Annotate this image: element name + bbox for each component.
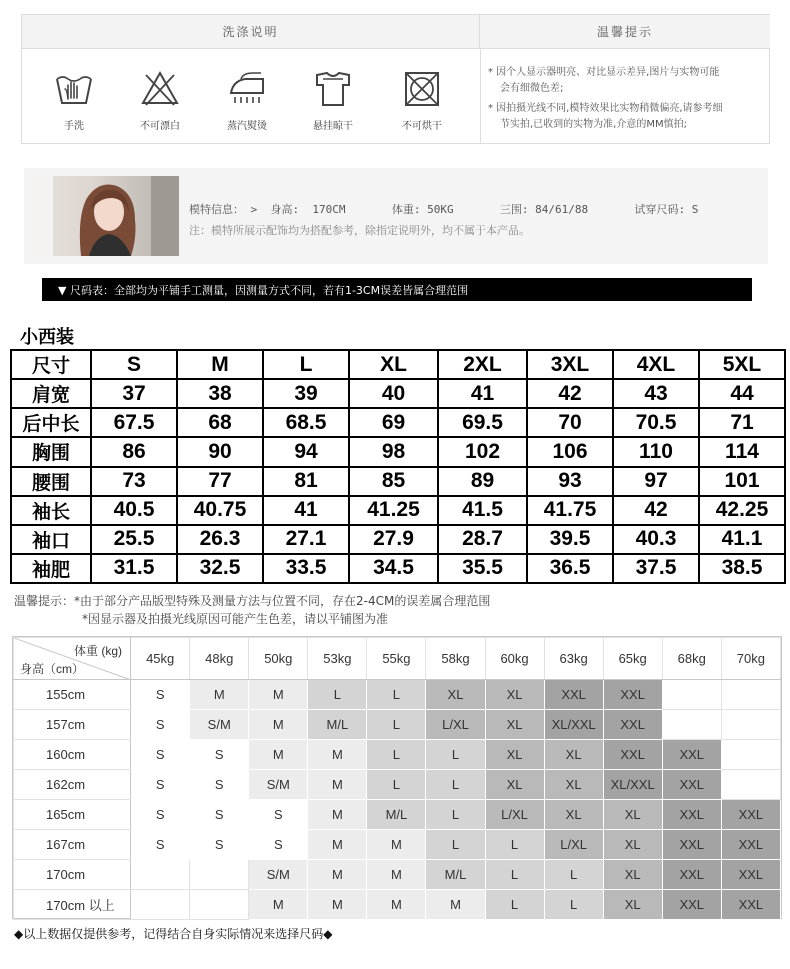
- weight-column-header: 65kg: [603, 638, 662, 680]
- care-divider: [480, 49, 481, 144]
- care-instructions-panel: [21, 14, 770, 144]
- recommended-size-cell: L: [485, 860, 544, 890]
- recommended-size-cell: S: [249, 830, 308, 860]
- warm-tip-line: *因显示器及拍摄光线原因可能产生色差，请以平铺图为准: [82, 612, 389, 626]
- tip-line: 会有细微色差;: [500, 83, 564, 94]
- size-cell: 28.7: [438, 525, 527, 554]
- size-cell: 68.5: [263, 408, 349, 437]
- weight-column-header: 68kg: [662, 638, 721, 680]
- size-row-label: 袖长: [11, 496, 91, 525]
- height-axis-label: 身高（cm）: [20, 662, 84, 676]
- recommended-size-cell: XXL: [544, 680, 603, 710]
- size-cell: 67.5: [91, 408, 177, 437]
- height-row: [14, 740, 781, 770]
- size-cell: 39.5: [527, 525, 613, 554]
- hang-dry-icon: [313, 69, 353, 109]
- recommended-size-cell: S/M: [190, 710, 249, 740]
- recommended-size-cell: XL/XXL: [544, 710, 603, 740]
- recommended-size-cell: L: [367, 680, 426, 710]
- recommended-size-cell: [131, 890, 190, 920]
- recommended-size-cell: M: [308, 860, 367, 890]
- weight-column-header: 63kg: [544, 638, 603, 680]
- size-row-label: 肩宽: [11, 379, 91, 408]
- recommended-size-cell: M: [249, 680, 308, 710]
- size-row-label: 袖口: [11, 525, 91, 554]
- recommended-size-cell: XL: [426, 680, 485, 710]
- size-cell: 42: [613, 496, 699, 525]
- size-cell: 41.75: [527, 496, 613, 525]
- size-cell: S: [91, 350, 177, 379]
- hand-wash-label: 手洗: [64, 121, 84, 132]
- recommended-size-cell: XL: [603, 800, 662, 830]
- size-row-label: 胸围: [11, 437, 91, 466]
- size-cell: 25.5: [91, 525, 177, 554]
- recommended-size-cell: L/XL: [544, 830, 603, 860]
- recommended-size-cell: L/XL: [485, 800, 544, 830]
- recommended-size-cell: [662, 680, 721, 710]
- weight-column-header: 60kg: [485, 638, 544, 680]
- height-row: [14, 710, 781, 740]
- recommended-size-cell: XXL: [721, 800, 780, 830]
- size-cell: 41.25: [349, 496, 438, 525]
- recommended-size-cell: XL: [603, 860, 662, 890]
- recommended-size-cell: XL: [485, 770, 544, 800]
- size-cell: 81: [263, 467, 349, 496]
- recommended-size-cell: M: [190, 680, 249, 710]
- size-table-header: [11, 350, 785, 379]
- height-row: [14, 860, 781, 890]
- recommended-size-cell: M: [367, 830, 426, 860]
- recommended-size-cell: XL: [485, 710, 544, 740]
- corner-header-cell: [14, 638, 131, 680]
- size-cell: 32.5: [177, 554, 263, 583]
- size-cell: 5XL: [699, 350, 785, 379]
- recommended-size-cell: XXL: [662, 800, 721, 830]
- wash-instructions-title: 洗涤说明: [22, 15, 480, 49]
- recommended-size-cell: L: [367, 710, 426, 740]
- recommended-size-cell: M: [367, 860, 426, 890]
- recommended-size-cell: M: [426, 890, 485, 920]
- height-row: [14, 890, 781, 920]
- recommended-size-cell: L: [544, 890, 603, 920]
- size-cell: 35.5: [438, 554, 527, 583]
- size-cell: 93: [527, 467, 613, 496]
- height-row: [14, 830, 781, 860]
- recommended-size-cell: [721, 680, 780, 710]
- size-cell: 114: [699, 437, 785, 466]
- size-cell: 34.5: [349, 554, 438, 583]
- size-cell: 69: [349, 408, 438, 437]
- size-cell: 40.75: [177, 496, 263, 525]
- size-cell: XL: [349, 350, 438, 379]
- recommended-size-cell: M: [367, 890, 426, 920]
- height-row: [14, 800, 781, 830]
- height-row: [14, 680, 781, 710]
- recommended-size-cell: XXL: [662, 890, 721, 920]
- recommended-size-cell: XL: [485, 740, 544, 770]
- recommended-size-cell: S/M: [249, 860, 308, 890]
- recommended-size-cell: XL: [544, 740, 603, 770]
- recommended-size-cell: M: [308, 830, 367, 860]
- recommendation-table: [13, 637, 781, 920]
- weight-column-header: 53kg: [308, 638, 367, 680]
- size-cell: 31.5: [91, 554, 177, 583]
- recommended-size-cell: XL: [603, 830, 662, 860]
- recommended-size-cell: XXL: [662, 830, 721, 860]
- recommended-size-cell: [721, 710, 780, 740]
- recommended-size-cell: M: [249, 740, 308, 770]
- size-cell: 41: [438, 379, 527, 408]
- no-tumble-dry-label: 不可烘干: [402, 121, 442, 132]
- recommended-size-cell: S/M: [249, 770, 308, 800]
- size-cell: 36.5: [527, 554, 613, 583]
- recommended-size-cell: M: [249, 710, 308, 740]
- size-cell: 71: [699, 408, 785, 437]
- hand-wash-icon: [54, 69, 94, 109]
- recommended-size-cell: S: [131, 740, 190, 770]
- recommended-size-cell: L: [367, 770, 426, 800]
- weight-column-header: 45kg: [131, 638, 190, 680]
- weight-column-header: 48kg: [190, 638, 249, 680]
- size-cell: 89: [438, 467, 527, 496]
- size-cell: 37.5: [613, 554, 699, 583]
- weight-column-header: 58kg: [426, 638, 485, 680]
- size-cell: 94: [263, 437, 349, 466]
- steam-iron-label: 蒸汽熨烫: [227, 121, 267, 132]
- height-label: 165cm: [14, 800, 131, 830]
- no-bleach-icon: [140, 69, 180, 109]
- recommended-size-cell: XL: [544, 800, 603, 830]
- height-label: 162cm: [14, 770, 131, 800]
- size-cell: 40.3: [613, 525, 699, 554]
- hang-dry-label: 悬挂晾干: [313, 121, 353, 132]
- model-info-panel: [24, 168, 768, 264]
- weight-column-header: 70kg: [721, 638, 780, 680]
- recommended-size-cell: M: [308, 800, 367, 830]
- recommended-size-cell: L: [308, 680, 367, 710]
- size-cell: 101: [699, 467, 785, 496]
- recommended-size-cell: XXL: [721, 860, 780, 890]
- size-cell: L: [263, 350, 349, 379]
- model-photo: [33, 176, 179, 256]
- size-cell: 68: [177, 408, 263, 437]
- size-cell: 27.9: [349, 525, 438, 554]
- recommended-size-cell: S: [249, 800, 308, 830]
- height-label: 170cm 以上: [14, 890, 131, 920]
- size-table-row: [11, 525, 785, 554]
- recommended-size-cell: [662, 710, 721, 740]
- size-cell: 2XL: [438, 350, 527, 379]
- size-table-row: [11, 437, 785, 466]
- recommended-size-cell: XXL: [721, 890, 780, 920]
- recommended-size-cell: XXL: [603, 740, 662, 770]
- model-measurements: 模特信息： > 身高: 170CM 体重: 50KG 三围: 84/61/88 试穿尺码: S: [189, 203, 699, 216]
- size-chart-banner: ▼ 尺码表：全部均为平铺手工测量，因测量方式不同，若有1-3CM误差皆属合理范围: [42, 278, 752, 301]
- size-table-row: [11, 554, 785, 583]
- weight-axis-label: 体重 (kg): [74, 644, 123, 658]
- height-row: [14, 770, 781, 800]
- height-label: 155cm: [14, 680, 131, 710]
- weight-column-header: 50kg: [249, 638, 308, 680]
- recommended-size-cell: L/XL: [426, 710, 485, 740]
- no-tumble-dry-icon: [402, 69, 442, 109]
- recommended-size-cell: L: [426, 740, 485, 770]
- size-cell: 85: [349, 467, 438, 496]
- size-cell: M: [177, 350, 263, 379]
- size-cell: 106: [527, 437, 613, 466]
- size-cell: 70: [527, 408, 613, 437]
- recommended-size-cell: M: [308, 770, 367, 800]
- size-cell: 40: [349, 379, 438, 408]
- recommended-size-cell: S: [190, 740, 249, 770]
- size-row-label: 腰围: [11, 467, 91, 496]
- recommended-size-cell: S: [190, 770, 249, 800]
- recommended-size-cell: XXL: [603, 680, 662, 710]
- steam-iron-icon: [227, 69, 267, 109]
- recommended-size-cell: XXL: [662, 770, 721, 800]
- recommended-size-cell: S: [131, 830, 190, 860]
- size-cell: 70.5: [613, 408, 699, 437]
- size-cell: 37: [91, 379, 177, 408]
- size-cell: 98: [349, 437, 438, 466]
- recommended-size-cell: XL: [485, 680, 544, 710]
- height-label: 167cm: [14, 830, 131, 860]
- recommended-size-cell: S: [131, 680, 190, 710]
- recommended-size-cell: XL/XXL: [603, 770, 662, 800]
- footer-note: ◆以上数据仅提供参考，记得结合自身实际情况来选择尺码◆: [14, 927, 333, 941]
- size-cell: 97: [613, 467, 699, 496]
- size-row-label: 袖肥: [11, 554, 91, 583]
- recommended-size-cell: [721, 740, 780, 770]
- size-cell: 41.5: [438, 496, 527, 525]
- recommended-size-cell: M/L: [367, 800, 426, 830]
- recommended-size-cell: [131, 860, 190, 890]
- recommended-size-cell: S: [131, 770, 190, 800]
- recommended-size-cell: [721, 770, 780, 800]
- recommended-size-cell: [190, 860, 249, 890]
- recommended-size-cell: XXL: [603, 710, 662, 740]
- tip-line: 节实拍,已收到的实物为准,介意的MM慎拍;: [500, 119, 687, 130]
- size-cell: 42.25: [699, 496, 785, 525]
- recommended-size-cell: L: [485, 830, 544, 860]
- weight-header-row: [14, 638, 781, 680]
- size-cell: 77: [177, 467, 263, 496]
- recommended-size-cell: XXL: [721, 830, 780, 860]
- recommended-size-cell: [190, 890, 249, 920]
- recommended-size-cell: L: [426, 830, 485, 860]
- recommended-size-cell: M: [249, 890, 308, 920]
- size-cell: 4XL: [613, 350, 699, 379]
- size-cell: 38: [177, 379, 263, 408]
- recommended-size-cell: L: [544, 860, 603, 890]
- tip-line: * 因拍摄光线不同,模特效果比实物稍微偏亮,请参考细: [488, 103, 723, 114]
- recommended-size-cell: L: [485, 890, 544, 920]
- recommended-size-cell: L: [426, 800, 485, 830]
- recommended-size-cell: M: [308, 740, 367, 770]
- size-cell: 102: [438, 437, 527, 466]
- size-recommendation-grid: [12, 636, 782, 919]
- size-table-row: [11, 379, 785, 408]
- recommended-size-cell: M/L: [308, 710, 367, 740]
- weight-column-header: 55kg: [367, 638, 426, 680]
- size-table-row: [11, 408, 785, 437]
- size-cell: 43: [613, 379, 699, 408]
- recommended-size-cell: S: [131, 800, 190, 830]
- size-cell: 39: [263, 379, 349, 408]
- recommended-size-cell: S: [190, 830, 249, 860]
- size-cell: 69.5: [438, 408, 527, 437]
- no-bleach-label: 不可漂白: [140, 121, 180, 132]
- size-cell: 27.1: [263, 525, 349, 554]
- height-label: 170cm: [14, 860, 131, 890]
- size-cell: 41.1: [699, 525, 785, 554]
- recommended-size-cell: XL: [603, 890, 662, 920]
- recommended-size-cell: XXL: [662, 860, 721, 890]
- size-cell: 73: [91, 467, 177, 496]
- recommended-size-cell: M: [308, 890, 367, 920]
- size-cell: 110: [613, 437, 699, 466]
- recommended-size-cell: S: [131, 710, 190, 740]
- size-table-row: [11, 467, 785, 496]
- size-cell: 90: [177, 437, 263, 466]
- warm-tip-line: 温馨提示：*由于部分产品版型特殊及测量方法与位置不同，存在2-4CM的误差属合理范围: [14, 594, 491, 608]
- size-cell: 40.5: [91, 496, 177, 525]
- tip-line: * 因个人显示器明亮、对比显示差异,图片与实物可能: [488, 67, 720, 78]
- model-note: 注：模特所展示配饰均为搭配参考，除指定说明外，均不属于本产品。: [189, 224, 530, 237]
- height-label: 157cm: [14, 710, 131, 740]
- size-cell: 42: [527, 379, 613, 408]
- size-cell: 86: [91, 437, 177, 466]
- size-row-label: 后中长: [11, 408, 91, 437]
- recommended-size-cell: M/L: [426, 860, 485, 890]
- size-cell: 3XL: [527, 350, 613, 379]
- size-table: [10, 349, 786, 584]
- size-cell: 44: [699, 379, 785, 408]
- recommended-size-cell: S: [190, 800, 249, 830]
- size-cell: 26.3: [177, 525, 263, 554]
- size-row-label: 尺寸: [11, 350, 91, 379]
- recommended-size-cell: L: [426, 770, 485, 800]
- recommended-size-cell: XXL: [662, 740, 721, 770]
- size-table-row: [11, 496, 785, 525]
- recommended-size-cell: L: [367, 740, 426, 770]
- size-cell: 33.5: [263, 554, 349, 583]
- size-cell: 38.5: [699, 554, 785, 583]
- height-label: 160cm: [14, 740, 131, 770]
- recommended-size-cell: XL: [544, 770, 603, 800]
- size-cell: 41: [263, 496, 349, 525]
- warm-tips-title: 温馨提示: [480, 15, 770, 49]
- section-title: 小西装: [20, 327, 74, 348]
